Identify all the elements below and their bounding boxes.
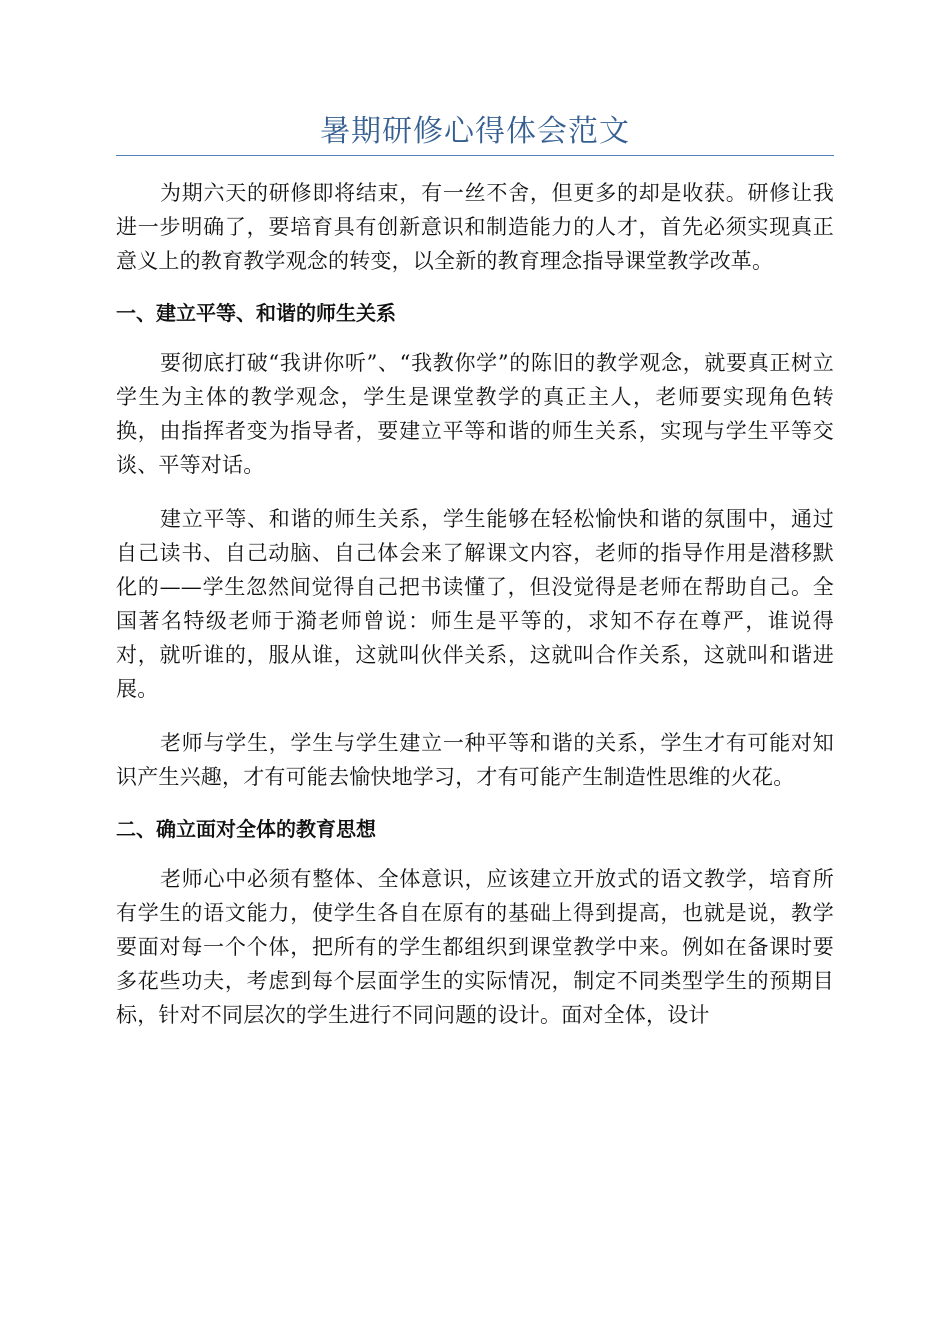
section-1-paragraph-3: 老师与学生，学生与学生建立一种平等和谐的关系，学生才有可能对知识产生兴趣，才有可能去愉快地学习，才有可能产生制造性思维的火花。 [116, 731, 834, 789]
section-1-heading: 一、建立平等、和谐的师生关系 [116, 301, 396, 325]
section-2-heading: 二、确立面对全体的教育思想 [116, 817, 376, 841]
section-1-paragraph-1: 要彻底打破“我讲你听”、“我教你学”的陈旧的教学观念，就要真正树立学生为主体的教学观念，学生是课堂教学的真正主人，老师要实现角色转换，由指挥者变为指导者，要建立平等和谐的师生关系，实现与学生平等交谈、平等对话。 [116, 351, 834, 477]
document-body [116, 176, 834, 1052]
section-2-paragraph-1: 老师心中必须有整体、全体意识，应该建立开放式的语文教学，培育所有学生的语文能力，使学生各自在原有的基础上得到提高，也就是说，教学要面对每一个个体，把所有的学生都组织到课堂教学中来。例如在备课时要多花些功夫，考虑到每个层面学生的实际情况，制定不同类型学生的预期目标，针对不同层次的学生进行不同问题的设计。面对全体，设计 [116, 867, 834, 1027]
intro-paragraph: 为期六天的研修即将结束，有一丝不舍，但更多的却是收获。研修让我进一步明确了，要培育具有创新意识和制造能力的人才，首先必须实现真正意义上的教育教学观念的转变，以全新的教育理念指导课堂教学改革。 [116, 181, 834, 273]
document-title: 暑期研修心得体会范文 [320, 114, 630, 149]
title-underline [116, 155, 834, 156]
section-1-paragraph-2: 建立平等、和谐的师生关系，学生能够在轻松愉快和谐的氛围中，通过自己读书、自己动脑、自己体会来了解课文内容，老师的指导作用是潜移默化的——学生忽然间觉得自己把书读懂了，但没觉得是老师在帮助自己。全国著名特级老师于漪老师曾说：师生是平等的，求知不存在尊严，谁说得对，就听谁的，服从谁，这就叫伙伴关系，这就叫合作关系，这就叫和谐进展。 [116, 507, 834, 701]
